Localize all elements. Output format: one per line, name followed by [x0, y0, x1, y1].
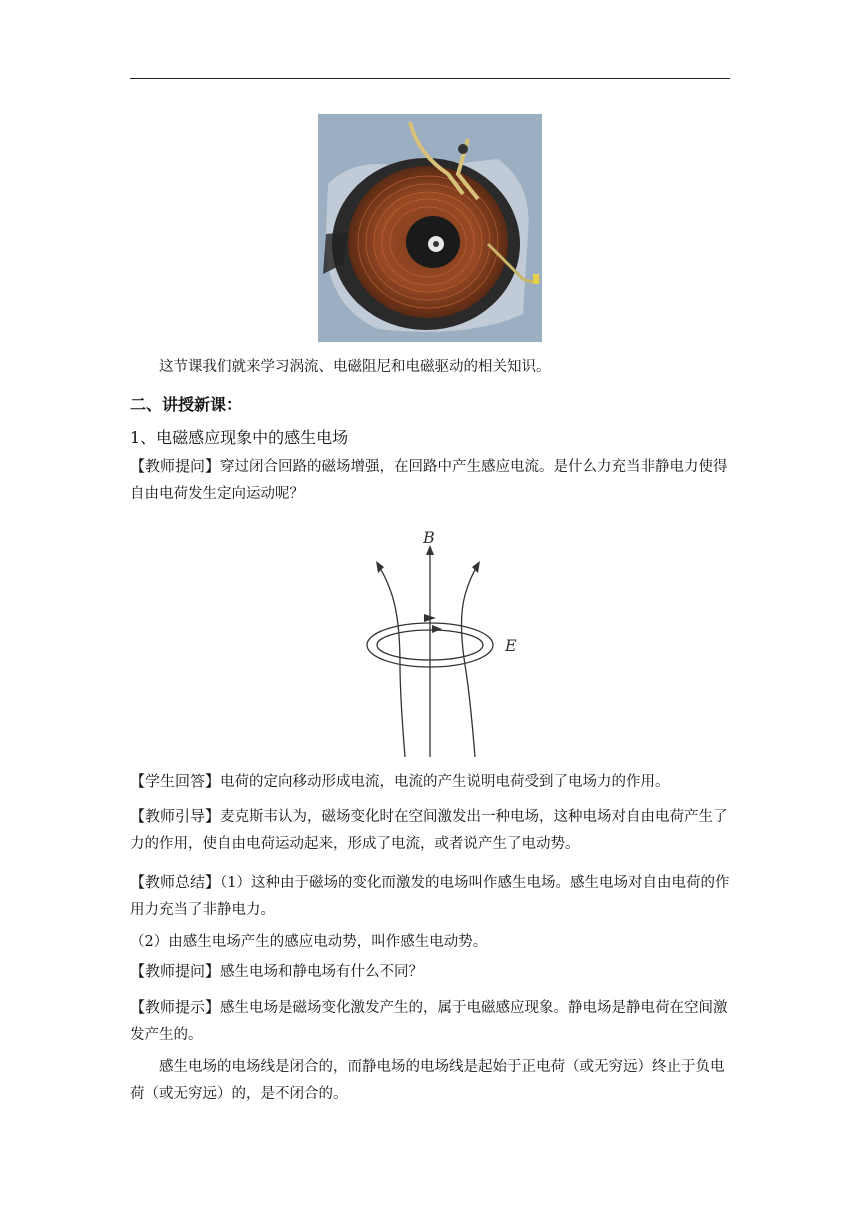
text: 感生电场是磁场变化激发产生的，属于电磁感应现象。静电场是静电荷在空间激发产生的。 — [130, 1000, 728, 1043]
label-b: B — [423, 528, 435, 547]
student-answer-1 — [130, 768, 732, 796]
tag: 【教师提示】 — [130, 998, 221, 1016]
teacher-summary-1 — [130, 869, 732, 924]
induction-coil-photo — [318, 114, 542, 342]
text: 麦克斯韦认为，磁场变化时在空间激发出一种电场，这种电场对自由电荷产生了力的作用，使自由电荷运动起来，形成了电流，或者说产生了电动势。 — [130, 809, 728, 852]
text: 穿过闭合回路的磁场增强，在回路中产生感应电流。是什么力充当非静电力使得自由电荷发生定向运动呢？ — [130, 459, 728, 502]
tag: 【教师提问】 — [130, 457, 221, 475]
header-rule — [130, 78, 730, 79]
induced-field-diagram — [350, 525, 530, 760]
teacher-summary-2: （2）由感生电场产生的感应电动势，叫作感生电动势。 — [130, 934, 488, 950]
tag: 【教师总结】 — [130, 873, 221, 891]
teacher-guide-1 — [130, 803, 732, 858]
teacher-question-2 — [130, 958, 732, 986]
intro-paragraph: 这节课我们就来学习涡流、电磁阻尼和电磁驱动的相关知识。 — [159, 359, 551, 375]
subheading: 1、电磁感应现象中的感生电场 — [130, 428, 349, 447]
tag: 【教师引导】 — [130, 807, 221, 825]
text: 电荷的定向移动形成电流，电流的产生说明电荷受到了电场力的作用。 — [220, 774, 670, 790]
teacher-question-1 — [130, 453, 732, 508]
text: 感生电场和静电场有什么不同？ — [220, 964, 424, 980]
teacher-hint-1 — [130, 994, 732, 1049]
label-e: E — [505, 636, 517, 655]
tag: 【教师提问】 — [130, 962, 221, 980]
text: （1）这种由于磁场的变化而激发的电场叫作感生电场。感生电场对自由电荷的作用力充当了非静电力。 — [130, 875, 730, 918]
tag: 【学生回答】 — [130, 772, 221, 790]
section-heading: 二、讲授新课： — [130, 395, 243, 414]
closing-paragraph: 感生电场的电场线是闭合的，而静电场的电场线是起始于正电荷（或无穷远）终止于负电荷（或无穷远）的，是不闭合的。 — [130, 1059, 725, 1102]
